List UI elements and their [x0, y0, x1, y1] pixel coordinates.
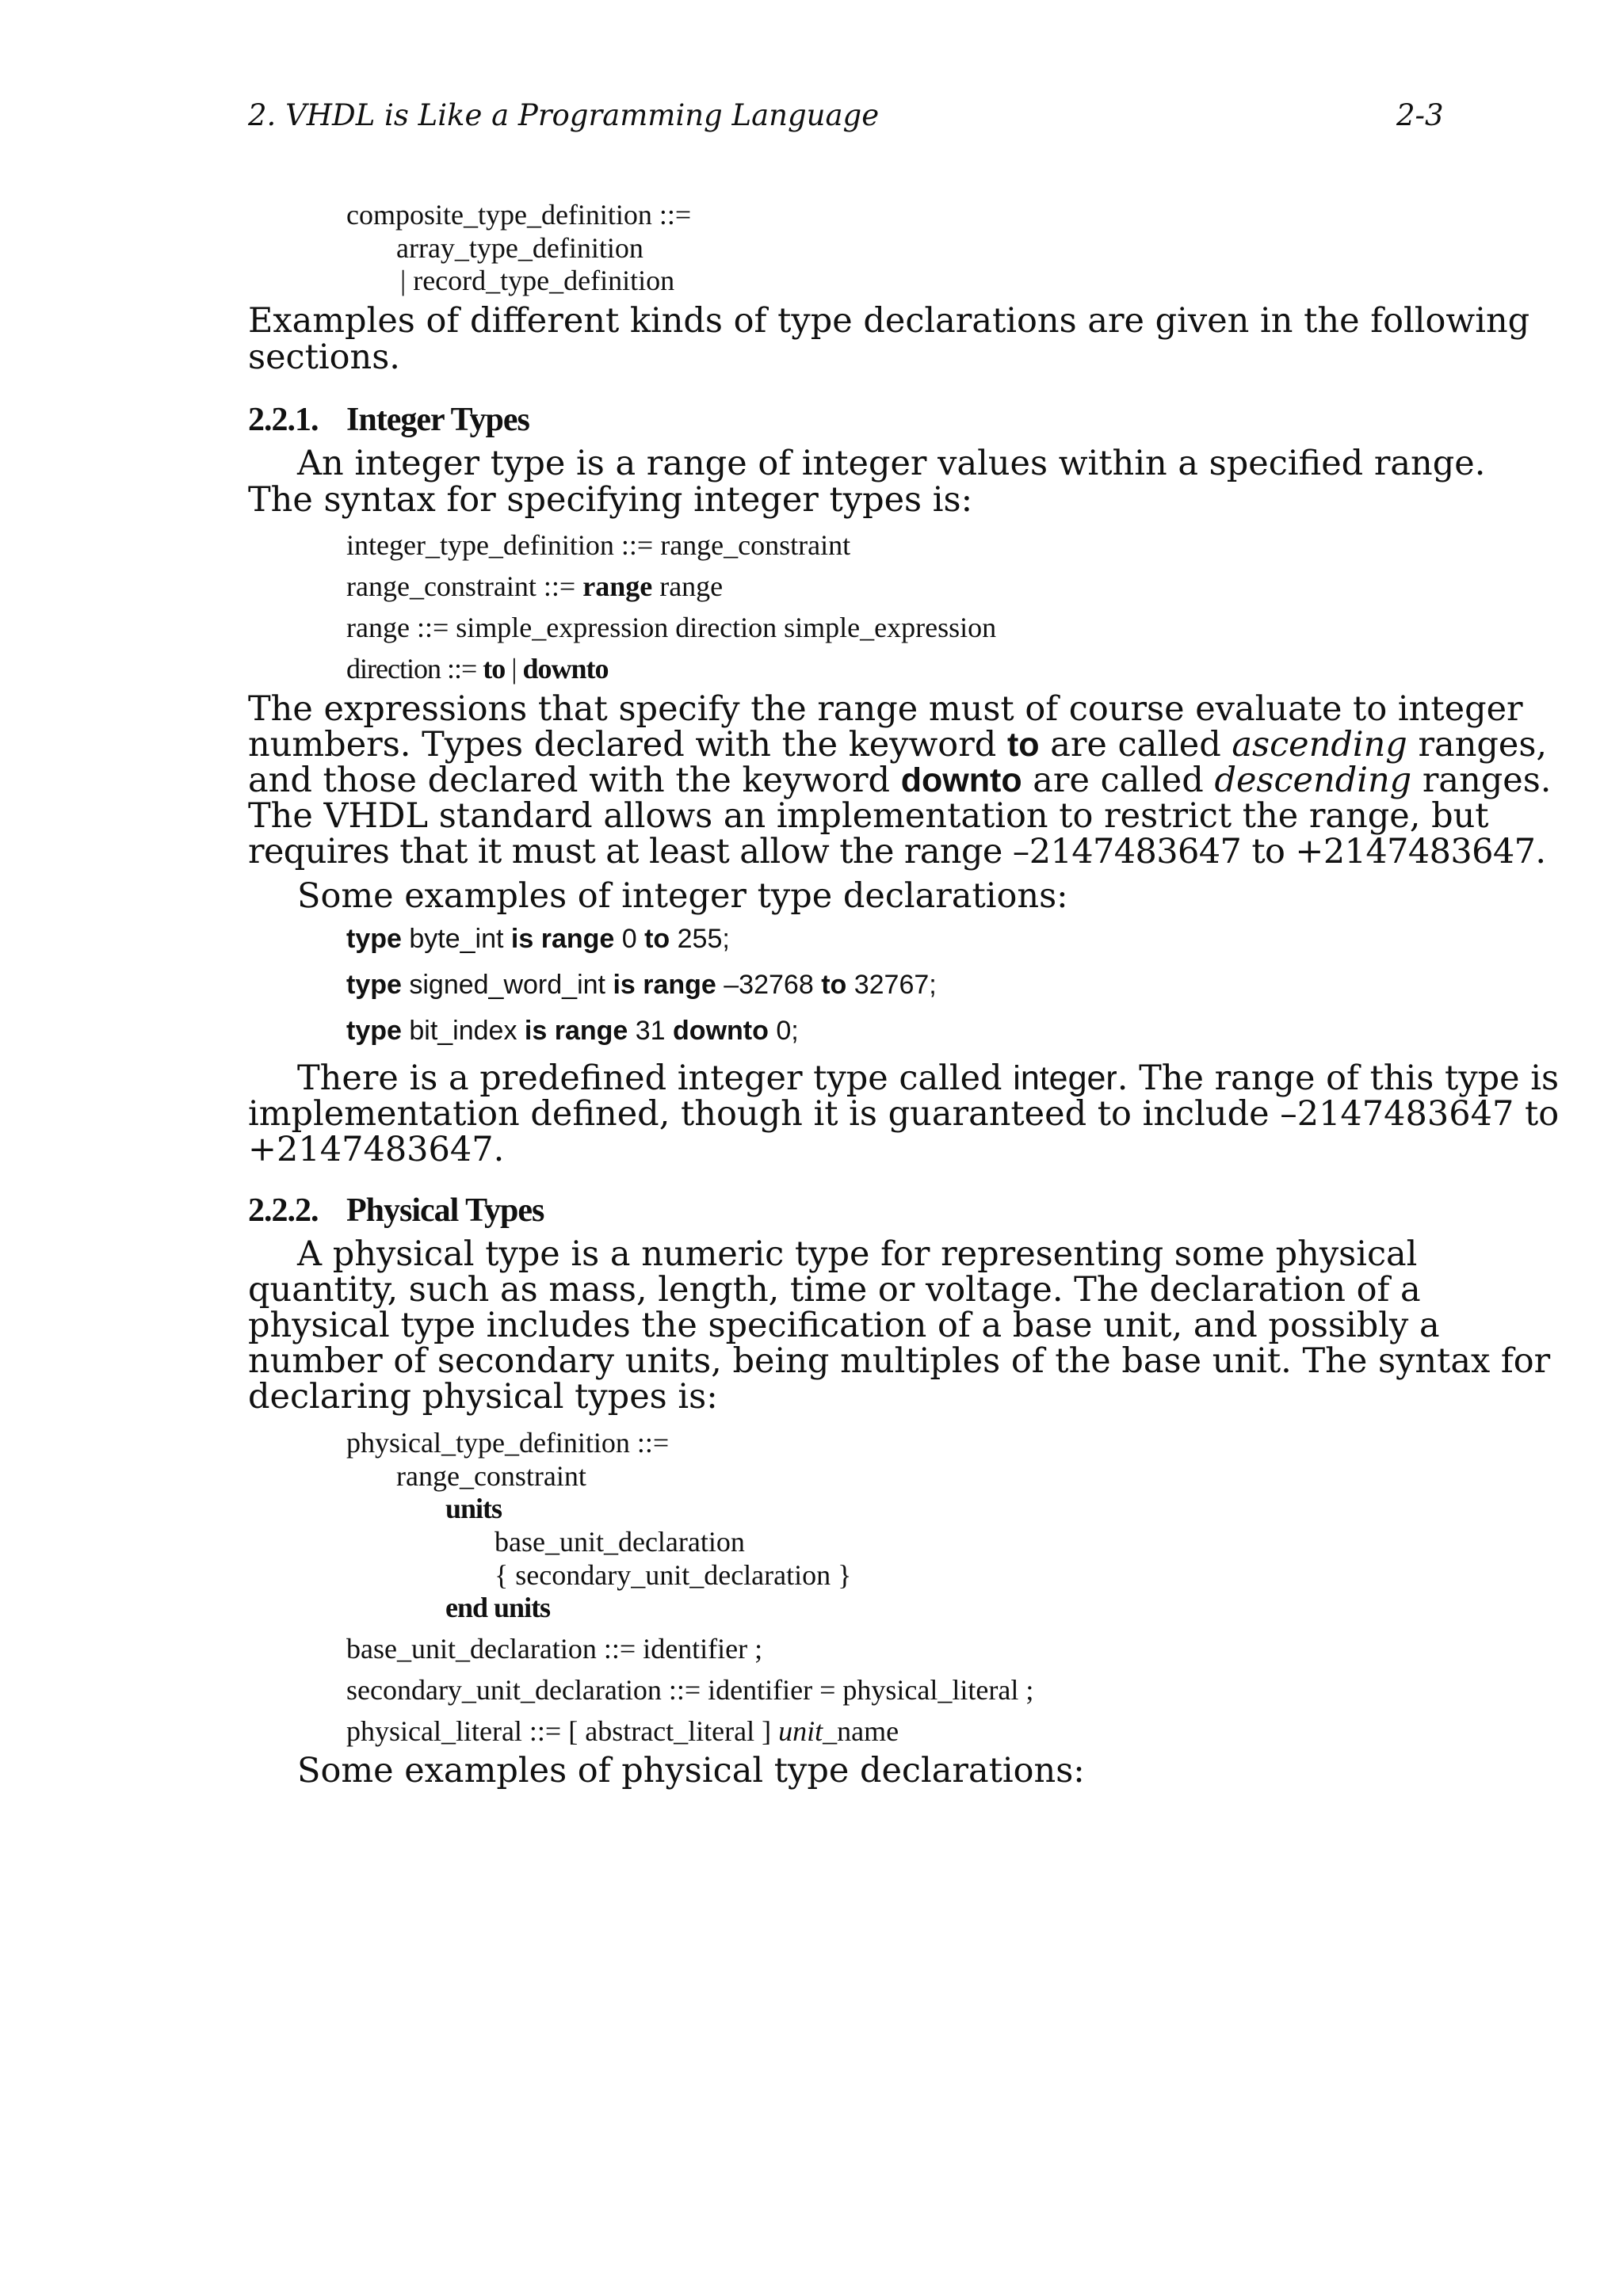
- grammar-line: direction ::= to | downto: [346, 653, 609, 685]
- paragraph-line: physical type includes the specification of a base unit, and possibly a: [248, 1306, 1440, 1345]
- grammar-line: secondary_unit_declaration ::= identifier = physical_literal ;: [346, 1674, 1034, 1706]
- paragraph-line: sections.: [248, 338, 400, 377]
- code-line: type bit_index is range 31 downto 0;: [346, 1016, 799, 1046]
- page-number: 2-3: [1396, 98, 1444, 132]
- paragraph-line: Some examples of physical type declarations:: [297, 1751, 1085, 1791]
- grammar-line: range_constraint ::= range range: [346, 570, 724, 602]
- paragraph-line: requires that it must at least allow the range –2147483647 to +2147483647.: [248, 832, 1546, 871]
- grammar-line: range_constraint: [396, 1460, 586, 1492]
- chapter-header: 2. VHDL is Like a Programming Language: [248, 98, 880, 132]
- grammar-line: base_unit_declaration ::= identifier ;: [346, 1633, 763, 1665]
- grammar-line: base_unit_declaration: [495, 1526, 745, 1558]
- grammar-line: range ::= simple_expression direction simple_expression: [346, 612, 997, 643]
- paragraph-line: +2147483647.: [248, 1130, 505, 1169]
- code-line: type byte_int is range 0 to 255;: [346, 924, 730, 954]
- code-line: type signed_word_int is range –32768 to 32767;: [346, 970, 937, 1000]
- paragraph-line: The expressions that specify the range must of course evaluate to integer: [248, 689, 1523, 729]
- paragraph-line: Some examples of integer type declarations:: [297, 876, 1068, 916]
- section-title: Physical Types: [346, 1192, 544, 1229]
- section-title: Integer Types: [346, 402, 529, 438]
- paragraph-line: A physical type is a numeric type for representing some physical: [297, 1234, 1418, 1274]
- section-number: 2.2.2.: [248, 1192, 319, 1229]
- paragraph-line: There is a predefined integer type called integer. The range of this type is: [297, 1058, 1560, 1098]
- paragraph-line: declaring physical types is:: [248, 1377, 718, 1417]
- paragraph-line: An integer type is a range of integer values within a specified range.: [297, 444, 1486, 483]
- paragraph-line: Examples of different kinds of type declarations are given in the following: [248, 301, 1530, 341]
- paragraph-line: and those declared with the keyword downto are called descending ranges.: [248, 761, 1552, 800]
- grammar-line: array_type_definition: [396, 232, 643, 264]
- paragraph-line: number of secondary units, being multiples of the base unit. The syntax for: [248, 1341, 1551, 1381]
- paragraph-line: numbers. Types declared with the keyword to are called ascending ranges,: [248, 725, 1548, 765]
- paragraph-line: The VHDL standard allows an implementation to restrict the range, but: [248, 796, 1489, 836]
- grammar-line: | record_type_definition: [400, 265, 675, 296]
- grammar-keyword: units: [445, 1493, 502, 1524]
- grammar-line: composite_type_definition ::=: [346, 199, 692, 231]
- paragraph-line: quantity, such as mass, length, time or voltage. The declaration of a: [248, 1270, 1421, 1310]
- grammar-line: { secondary_unit_declaration }: [495, 1559, 852, 1591]
- grammar-line: integer_type_definition ::= range_constraint: [346, 529, 851, 561]
- grammar-line: physical_type_definition ::=: [346, 1427, 670, 1459]
- paragraph-line: The syntax for specifying integer types is:: [248, 480, 973, 520]
- grammar-keyword: end units: [445, 1592, 551, 1623]
- paragraph-line: implementation defined, though it is guaranteed to include –2147483647 to: [248, 1094, 1560, 1134]
- section-number: 2.2.1.: [248, 402, 319, 438]
- grammar-line: physical_literal ::= [ abstract_literal ] unit_name: [346, 1715, 899, 1747]
